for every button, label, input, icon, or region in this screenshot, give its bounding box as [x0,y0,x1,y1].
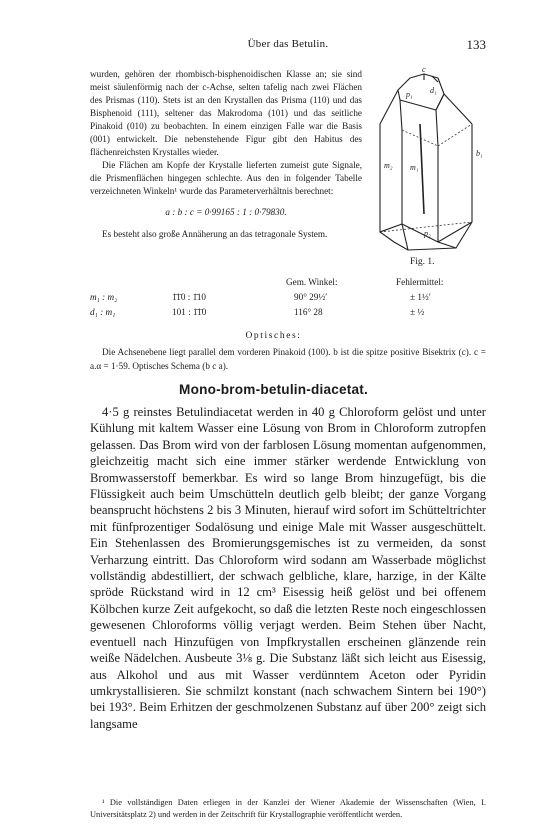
table-header-error: Fehlermittel: [396,277,444,287]
figure-label-c: c [422,65,426,74]
paragraph: 4·5 g reinstes Betulindiacetat werden in 40 g Chloroform gelöst und unter Kühlung mit kaltem Wasser eine Lösung von Brom in Chloroform zutropfen gelassen. Das Brom wird von der farblosen Lösung momentan aufgenommen, gleichzeitig macht sich eine immer stärker werdende Entwicklung von Bromwasserstoff bemerkbar. Es wird so lange Brom hinzugefügt, bis die Flüssigkeit auch beim Umschütteln deutlich gelb bleibt; der ganze Vorgang beansprucht höchstens 2 bis 3 Minuten, hierauf wird sofort im Schütteltrichter mit fünfprozentiger Sodalösung und einige Male mit Wasser ausgeschüttelt. Ein Stehenlassen des Bromierungsgemisches ist zu vermeiden, da sonst Verharzung eintritt. Das Chloroform wird sodann am Wasserbade möglichst vollständig abdestilliert, der schwach gelbliche, klare, harzige, in der Kälte spröde Rückstand wird in 12 cm³ Eisessig heiß gelöst und bei offenem Kölbchen kurze Zeit aufgekocht, so daß die letzten Reste noch eingeschlossen gewesenen Chloroforms völlig verjagt werden. Beim Stehen über Nacht, eventuell nach Hinzufügen von Impfkrystallen erscheinen glänzende rein weiße Nädelchen. Ausbeute 3⅛ g. Die Substanz läßt sich leicht aus Eisessig, aus Alkohol und aus mit Wasser verdünntem Aceton oder Pyridin umkrystallisieren. Sie schmilzt konstant (nach schwachem Sintern bei 190°) bei 193°. Beim Erhitzen der geschmolzenen Substanz auf über 200° zeigt sich langsame [90,405,486,731]
table-cell-pair: d₁ : m₁ [90,307,116,317]
figure-label-p1: p₁ [406,90,413,99]
footnote [90,797,486,820]
table-header-measured: Gem. Winkel: [286,277,338,287]
crystallography-text [90,68,362,241]
page-number: 133 [466,37,486,52]
figure-label-m2: m₂ [384,161,393,170]
footnote-text: ¹ Die vollständigen Daten erliegen in der Kanzlei der Wiener Akademie der Wissenschaften (Wien, I. Universitätsplatz 2) und werden in der Zeitschrift für Krystallographie veröffentlicht werden. [90,798,486,819]
table-cell-indices: 1̄1̄0 : 1̄10 [172,292,207,302]
paragraph: Es besteht also große Annäherung an das tetragonale System. [102,228,328,239]
section-body [90,404,486,732]
parameter-formula: a : b : c = 0·99165 : 1 : 0·79830. [165,207,287,218]
table-cell-error: ± ½ [410,307,425,317]
paragraph: Die Flächen am Kopfe der Krystalle lieferten zumeist gute Signale, die Prismenflächen hingegen schlechte. Aus den in folgender Tabelle verzeichneten Winkeln¹ wurde das Parameterverhältnis berechnet: [90,160,362,197]
paragraph: wurden, gehören der rhombisch-bisphenoidischen Klasse an; sie sind meist säulenförmig nach der c-Achse, selten tafelig nach zwei Flächen des Prismas (110). Stets ist an den Krystallen das Prisma (110) und das Bisphenoid (111), seltener das Makrodoma (101) und das seitliche Pinakoid (010) zu beobachten. In einem einzigen Falle war die Basis (001) entwickelt. Die nebenstehende Figur gibt den Habitus des flächenreichsten Krystalles wieder. [90,69,362,158]
figure-label-m1: m₁ [410,163,419,172]
running-header [90,38,486,54]
section-title: Mono-brom-betulin-diacetat. [179,382,368,397]
optical-heading: Optisches: [245,331,302,341]
table-cell-indices: 101 : 1̄1̄0 [172,307,207,317]
table-cell-pair: m₁ : m₂ [90,292,118,302]
table-cell-measured: 116° 28 [294,307,323,317]
crystal-drawing [372,64,484,254]
figure-label-b1: b₁ [476,149,483,158]
figure-label-p2: p₂ [424,229,431,238]
table-cell-error: ± 1½′ [410,292,431,302]
figure-caption: Fig. 1. [410,257,435,267]
optical-text [90,346,486,373]
running-title: Über das Betulin. [247,38,329,50]
figure-label-d1: d₁ [430,86,437,95]
paragraph: Die Achsenebene liegt parallel dem vorderen Pinakoid (100). b ist die spitze positive Bisektrix (c). c = a.α = 1·59. Optisches Schema (b c a). [90,347,486,371]
crystal-figure [372,64,484,254]
table-cell-measured: 90° 29½′ [294,292,328,302]
